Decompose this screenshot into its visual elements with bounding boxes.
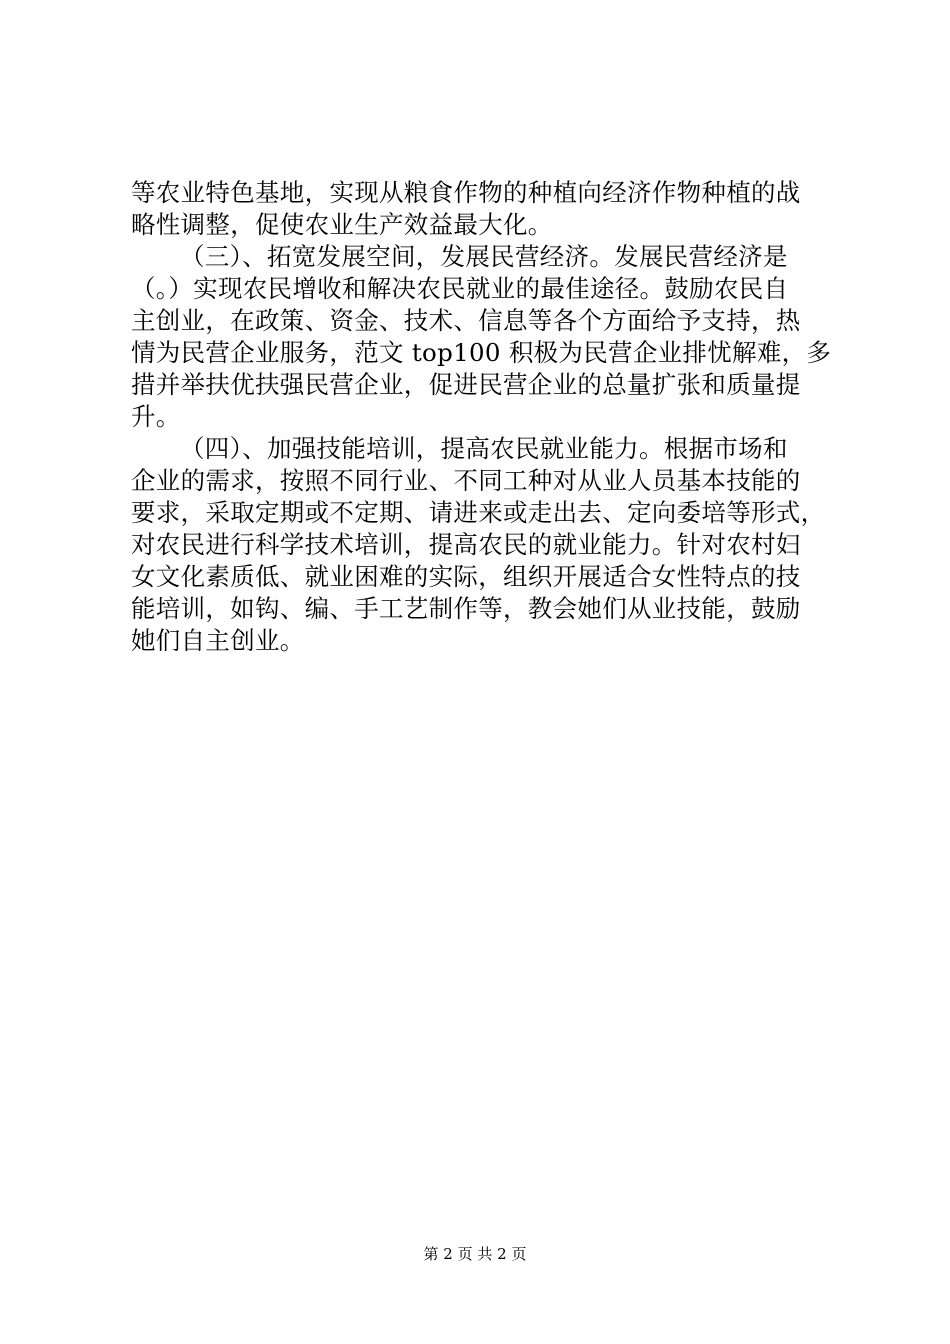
text-line: 能培训，如钩、编、手工艺制作等，教会她们从业技能，鼓励 [131, 594, 801, 623]
text-line: 升。 [131, 402, 181, 431]
text-line: （。）实现农民增收和解决农民就业的最佳途径。鼓励农民自 [131, 274, 789, 303]
text-line: 略性调整，促使农业生产效益最大化。 [131, 210, 553, 239]
paragraph-start-line: （四）、加强技能培训，提高农民就业能力。根据市场和 [180, 434, 788, 463]
document-body [131, 177, 836, 657]
paragraph-start-line: （三）、拓宽发展空间，发展民营经济。发展民营经济是 [180, 242, 788, 271]
text-line: 对农民进行科学技术培训，提高农民的就业能力。针对农村妇 [131, 530, 801, 559]
text-line: 她们自主创业。 [131, 626, 305, 655]
text-line: 主创业，在政策、资金、技术、信息等各个方面给予支持，热 [131, 306, 801, 335]
text-line: 女文化素质低、就业困难的实际，组织开展适合女性特点的技 [131, 562, 801, 591]
text-line: 要求，采取定期或不定期、请进来或走出去、定向委培等形式， [131, 498, 826, 527]
page-footer [0, 1244, 950, 1264]
text-line: 措并举扶优扶强民营企业，促进民营企业的总量扩张和质量提 [131, 370, 801, 399]
text-line: 企业的需求，按照不同行业、不同工种对从业人员基本技能的 [131, 466, 801, 495]
text-line: 等农业特色基地，实现从粮食作物的种植向经济作物种植的战 [131, 178, 801, 207]
text-line: 情为民营企业服务，范文 top100 积极为民营企业排忧解难，多 [131, 338, 832, 367]
page-number-label: 第 2 页 共 2 页 [423, 1245, 527, 1263]
